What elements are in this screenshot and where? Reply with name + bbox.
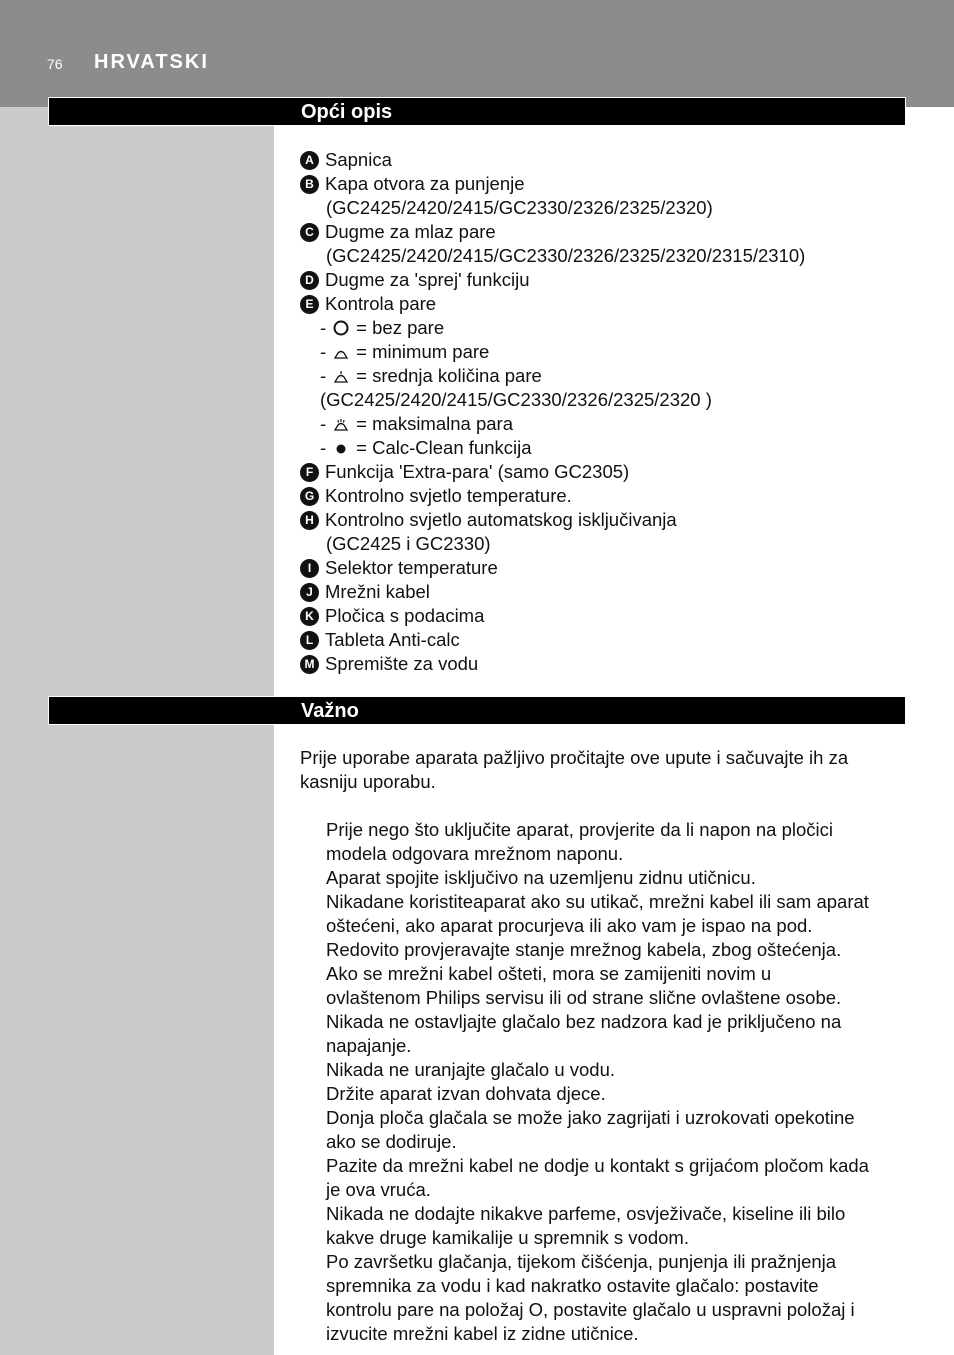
description-item-text: Mrežni kabel	[325, 581, 430, 602]
description-item-text: Pločica s podacima	[325, 605, 485, 626]
section-bar-important	[48, 696, 906, 725]
steam-setting-text: = maksimalna para	[356, 413, 513, 434]
warning-line: oštećeni, ako aparat procurjeva ili ako vam je ispao na pod.	[326, 915, 813, 936]
steam-setting-text: = Calc-Clean funkcija	[356, 437, 532, 458]
description-item	[300, 628, 805, 652]
description-item	[300, 148, 805, 172]
steam-setting-row	[300, 412, 805, 436]
description-item	[300, 460, 805, 484]
section-title-general: Opći opis	[301, 101, 393, 123]
steam-min-icon	[332, 343, 350, 361]
description-item-text: Kapa otvora za punjenje	[325, 173, 525, 194]
description-item-text: Funkcija 'Extra-para' (samo GC2305)	[325, 461, 630, 482]
circle-open-icon	[332, 319, 350, 337]
language-title: HRVATSKI	[94, 51, 209, 73]
steam-setting-row	[300, 340, 805, 364]
description-item	[300, 292, 805, 316]
warning-line: modela odgovara mrežnom naponu.	[326, 843, 624, 864]
description-item	[300, 580, 805, 604]
steam-setting-row	[300, 388, 805, 412]
description-item-text: Kontrolno svjetlo automatskog isključivanja	[325, 509, 677, 530]
description-item	[300, 532, 805, 556]
left-margin-column	[0, 107, 274, 1355]
description-item	[300, 244, 805, 268]
description-item	[300, 652, 805, 676]
steam-setting-text: = minimum pare	[356, 341, 490, 362]
description-item	[300, 556, 805, 580]
warning-line: kontrolu pare na položaj O, postavite glačalo u uspravni položaj i	[326, 1299, 855, 1320]
letter-badge-h: H	[300, 511, 319, 530]
letter-badge-f: F	[300, 463, 319, 482]
description-item-text: Kontrolno svjetlo temperature.	[325, 485, 572, 506]
warning-line: Držite aparat izvan dohvata djece.	[326, 1083, 606, 1104]
section-title-important: Važno	[301, 700, 359, 722]
steam-max-icon	[332, 415, 350, 433]
description-item	[300, 604, 805, 628]
description-item	[300, 508, 805, 532]
letter-badge-a: A	[300, 151, 319, 170]
warning-line: je ova vruća.	[326, 1179, 431, 1200]
page-number: 76	[47, 56, 63, 72]
steam-setting-row	[300, 364, 805, 388]
description-item-text: Selektor temperature	[325, 557, 498, 578]
warning-line: Pazite da mrežni kabel ne dodje u kontakt s grijaćom pločom kada	[326, 1155, 869, 1176]
description-list	[300, 148, 805, 676]
description-item-text: (GC2425/2420/2415/GC2330/2326/2325/2320/2315/2310)	[326, 245, 806, 266]
letter-badge-e: E	[300, 295, 319, 314]
dot-filled-icon	[332, 439, 350, 457]
letter-badge-i: I	[300, 559, 319, 578]
description-item	[300, 484, 805, 508]
steam-medium-icon	[332, 367, 350, 385]
intro-line: Prije uporabe aparata pažljivo pročitajte ove upute i sačuvajte ih za	[300, 747, 849, 768]
section-bar-general	[48, 97, 906, 126]
description-item-text: Sapnica	[325, 149, 392, 170]
dash-marker: -	[320, 437, 327, 458]
warning-line: spremnika za vodu i kad nakratko ostavite glačalo: postavite	[326, 1275, 819, 1296]
steam-setting-row	[300, 316, 805, 340]
warning-line: Nikada ne uranjajte glačalo u vodu.	[326, 1059, 615, 1080]
warning-line: kakve druge kamikalije u spremnik s vodom.	[326, 1227, 689, 1248]
warning-line: Prije nego što uključite aparat, provjerite da li napon na pločici	[326, 819, 833, 840]
letter-badge-m: M	[300, 655, 319, 674]
dash-marker: -	[320, 317, 327, 338]
steam-setting-text: (GC2425/2420/2415/GC2330/2326/2325/2320 )	[320, 389, 712, 410]
description-item-text: Dugme za mlaz pare	[325, 221, 496, 242]
warning-line: Nikada ne ostavljajte glačalo bez nadzora kad je priključeno na	[326, 1011, 842, 1032]
steam-setting-text: = srednja količina pare	[356, 365, 542, 386]
letter-badge-d: D	[300, 271, 319, 290]
intro-line: kasniju uporabu.	[300, 771, 436, 792]
letter-badge-j: J	[300, 583, 319, 602]
intro-paragraph	[300, 746, 906, 794]
warning-line: Po završetku glačanja, tijekom čišćenja, punjenja ili pražnjenja	[326, 1251, 837, 1272]
warning-line: Redovito provjeravajte stanje mrežnog kabela, zbog oštećenja.	[326, 939, 842, 960]
letter-badge-k: K	[300, 607, 319, 626]
warning-list	[326, 818, 916, 1346]
warning-line: Donja ploča glačala se može jako zagrijati i uzrokovati opekotine	[326, 1107, 855, 1128]
letter-badge-c: C	[300, 223, 319, 242]
letter-badge-l: L	[300, 631, 319, 650]
warning-line: Nikadane koristiteaparat ako su utikač, mrežni kabel ili sam aparat	[326, 891, 869, 912]
description-item-text: Kontrola pare	[325, 293, 437, 314]
description-item	[300, 268, 805, 292]
steam-setting-row	[300, 436, 805, 460]
description-item-text: (GC2425/2420/2415/GC2330/2326/2325/2320)	[326, 197, 713, 218]
warning-line: izvucite mrežni kabel iz zidne utičnice.	[326, 1323, 639, 1344]
steam-setting-text: = bez pare	[356, 317, 445, 338]
dash-marker: -	[320, 341, 327, 362]
description-item	[300, 172, 805, 196]
warning-line: ovlaštenom Philips servisu ili od strane slične ovlaštene osobe.	[326, 987, 842, 1008]
letter-badge-b: B	[300, 175, 319, 194]
warning-line: ako se dodiruje.	[326, 1131, 457, 1152]
dash-marker: -	[320, 413, 327, 434]
description-item	[300, 196, 805, 220]
description-item-text: Spremište za vodu	[325, 653, 479, 674]
description-item	[300, 220, 805, 244]
description-item-text: Tableta Anti-calc	[325, 629, 460, 650]
dash-marker: -	[320, 365, 327, 386]
description-item-text: Dugme za 'sprej' funkciju	[325, 269, 530, 290]
letter-badge-g: G	[300, 487, 319, 506]
description-item-text: (GC2425 i GC2330)	[326, 533, 491, 554]
warning-line: Ako se mrežni kabel ošteti, mora se zamijeniti novim u	[326, 963, 772, 984]
warning-line: Aparat spojite isključivo na uzemljenu zidnu utičnicu.	[326, 867, 756, 888]
warning-line: napajanje.	[326, 1035, 412, 1056]
warning-line: Nikada ne dodajte nikakve parfeme, osvježivače, kiseline ili bilo	[326, 1203, 846, 1224]
